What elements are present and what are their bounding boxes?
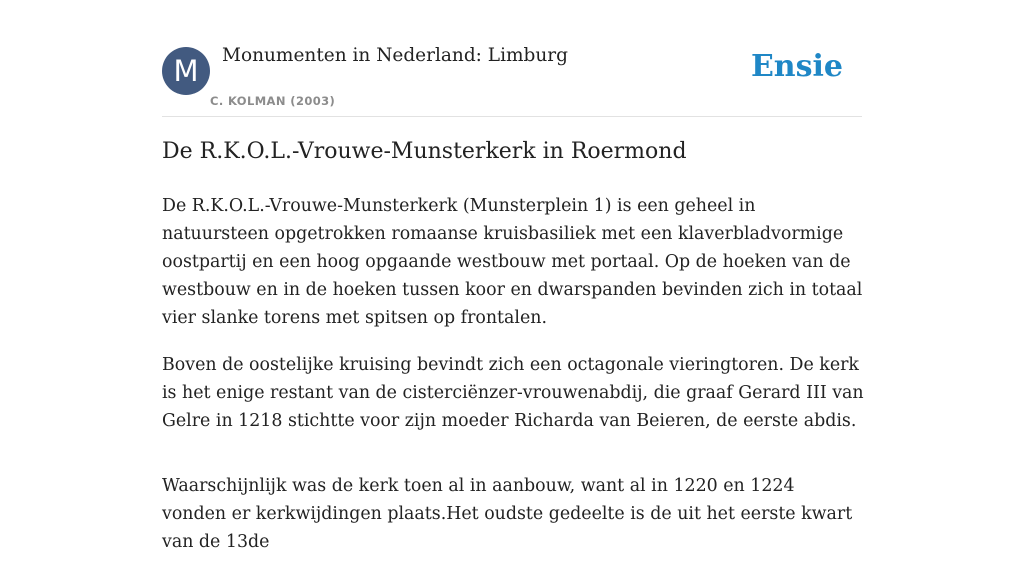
paragraph-3: Waarschijnlijk was de kerk toen al in aanbouw, want al in 1220 en 1224 vonden er kerkwijdingen plaats.Het oudste gedeelte is de uit het eerste kwart van de 13de: [162, 476, 853, 552]
ensie-logo[interactable]: Ensie: [750, 49, 843, 84]
book-title-link[interactable]: Monumenten in Nederland: Limburg: [222, 45, 568, 66]
paragraph-2: Boven de oostelijke kruising bevindt zich een octagonale vieringtoren. De kerk is het enige restant van de cisterciënzer-vrouwenabdij, die graaf Gerard III van Gelre in 1218 stichtte voor zijn moeder Richarda van Beieren, de eerste abdis.: [162, 355, 864, 431]
avatar: M: [162, 47, 210, 95]
article-body: [162, 192, 864, 575]
header: [162, 0, 862, 117]
author-byline: C. KOLMAN (2003): [210, 94, 336, 108]
paragraph-1: De R.K.O.L.-Vrouwe-Munsterkerk (Munsterplein 1) is een geheel in natuursteen opgetrokken romaanse kruisbasiliek met een klaverbladvormige oostpartij en een hoog opgaande westbouw met portaal. Op de hoeken van de westbouw en in de hoeken tussen koor en dwarspanden bevinden zich in totaal vier slanke torens met spitsen op frontalen.: [162, 196, 863, 328]
article-title: De R.K.O.L.-Vrouwe-Munsterkerk in Roermond: [162, 139, 687, 164]
